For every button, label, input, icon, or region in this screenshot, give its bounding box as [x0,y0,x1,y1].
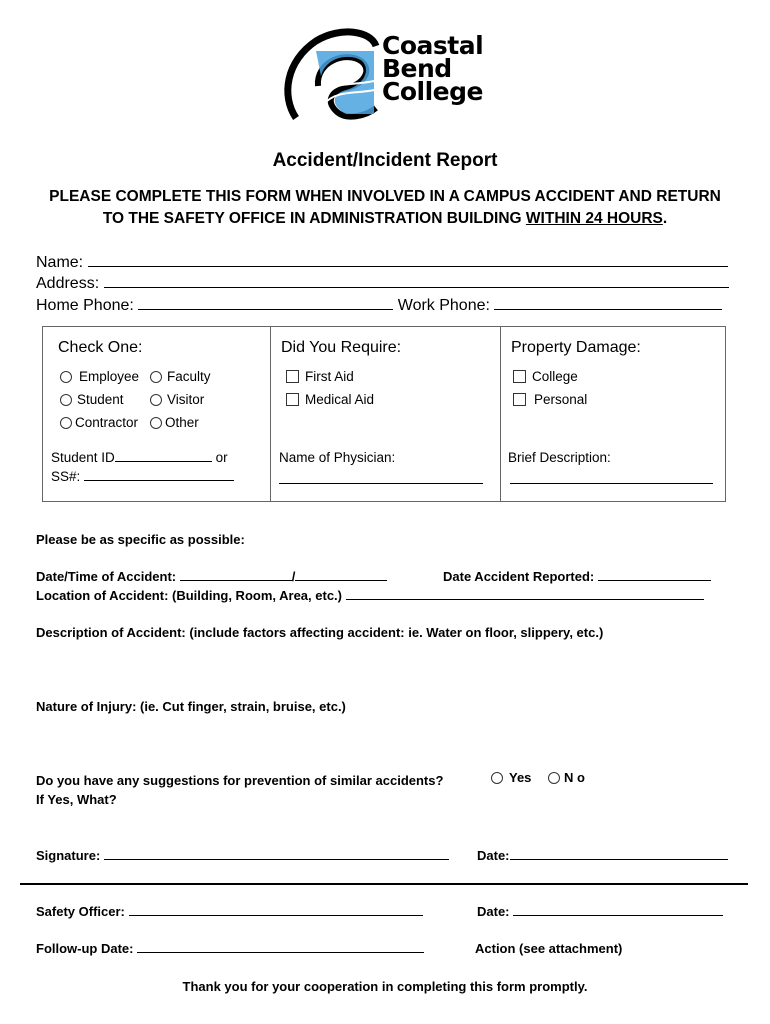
address-label: Address: [36,275,100,292]
home-phone-field[interactable] [138,295,393,310]
student-id-field[interactable] [115,450,212,462]
checkbox-icon [513,393,526,406]
footer-thanks: Thank you for your cooperation in completing this form promptly. [182,979,588,994]
office-date-row [477,904,723,919]
logo-line-3: College [382,77,483,106]
instructions-line-2: TO THE SAFETY OFFICE IN ADMINISTRATION BUILDING WITHIN 24 HOURS. [102,210,668,227]
location-field[interactable] [346,589,704,600]
safety-officer-row [36,904,423,919]
address-row [36,273,729,293]
logo-emblem-icon [276,26,381,126]
checkbox-icon [286,370,299,383]
date-time-label: Date/Time of Accident: [36,569,177,584]
safety-officer-field[interactable] [129,905,423,916]
checkbox-icon [513,370,526,383]
office-date-label: Date: [477,904,510,919]
logo-line-1: Coastal [382,31,484,60]
form-instructions [20,186,750,230]
date-reported-row [443,569,711,584]
brief-description-field[interactable] [510,472,713,484]
student-id-row [51,450,228,465]
followup-row [36,941,424,956]
phone-row [36,295,722,315]
accident-date-field[interactable] [180,570,292,581]
location-row [36,588,704,603]
followup-label: Follow-up Date: [36,941,134,956]
medical-aid-checkbox[interactable]: Medical Aid [286,392,374,407]
ss-field[interactable] [84,469,234,481]
safety-officer-label: Safety Officer: [36,904,125,919]
or-label: or [215,450,228,465]
specific-note: Please be as specific as possible: [36,532,245,547]
form-title: Accident/Incident Report [272,150,498,171]
address-field[interactable] [104,273,729,288]
check-one-header: Check One: [58,339,143,356]
physician-label: Name of Physician: [279,450,396,465]
section-divider [20,883,748,885]
name-label: Name: [36,254,84,271]
visitor-radio[interactable]: Visitor [150,392,204,407]
description-label: Description of Accident: (include factors affecting accident: ie. Water on floor, slippery, etc.) [36,625,604,640]
radio-icon [150,371,162,383]
no-radio[interactable]: N o [548,770,585,785]
logo-wordmark [382,31,484,106]
action-label: Action (see attachment) [475,941,623,956]
student-radio[interactable]: Student [60,392,124,407]
radio-icon [60,371,72,383]
employee-radio[interactable]: Employee [60,369,139,384]
did-you-require-header: Did You Require: [281,339,402,356]
college-checkbox[interactable]: College [513,369,578,384]
name-row [36,252,728,272]
personal-checkbox[interactable]: Personal [513,392,587,407]
physician-field[interactable] [279,472,483,484]
radio-icon [150,417,162,429]
deadline-text: WITHIN 24 HOURS [525,210,663,227]
column-divider [500,326,501,501]
radio-icon [548,772,560,784]
yes-radio[interactable]: Yes [491,770,531,785]
if-yes-label: If Yes, What? [36,792,117,807]
student-id-label: Student ID [51,450,115,465]
signature-field[interactable] [104,849,449,860]
ss-row [51,469,234,484]
logo-line-2: Bend [382,54,452,83]
signature-date-label: Date: [477,848,510,863]
instructions-line-1: PLEASE COMPLETE THIS FORM WHEN INVOLVED IN A CAMPUS ACCIDENT AND RETURN [49,188,721,205]
date-reported-field[interactable] [598,570,711,581]
suggestions-label: Do you have any suggestions for prevention of similar accidents? [36,773,444,788]
location-label: Location of Accident: (Building, Room, Area, etc.) [36,588,342,603]
checkbox-icon [286,393,299,406]
date-reported-label: Date Accident Reported: [443,569,595,584]
other-radio[interactable]: Other [150,415,199,430]
radio-icon [150,394,162,406]
accident-time-field[interactable] [295,570,387,581]
signature-date-row [477,848,728,863]
signature-label: Signature: [36,848,101,863]
home-phone-label: Home Phone: [36,297,134,314]
brief-description-label: Brief Description: [508,450,611,465]
followup-field[interactable] [137,942,424,953]
date-time-row: Date/Time of Accident: / [36,569,387,584]
first-aid-checkbox[interactable]: First Aid [286,369,354,384]
contractor-radio[interactable]: Contractor [60,415,138,430]
signature-row [36,848,449,863]
injury-label: Nature of Injury: (ie. Cut finger, strain, bruise, etc.) [36,699,346,714]
property-damage-header: Property Damage: [511,339,641,356]
radio-icon [60,394,72,406]
ss-label: SS#: [51,469,81,484]
column-divider [270,326,271,501]
name-field[interactable] [88,252,728,267]
office-date-field[interactable] [513,905,723,916]
work-phone-label: Work Phone: [397,297,490,314]
radio-icon [60,417,72,429]
signature-date-field[interactable] [510,849,728,860]
radio-icon [491,772,503,784]
faculty-radio[interactable]: Faculty [150,369,211,384]
work-phone-field[interactable] [494,295,722,310]
